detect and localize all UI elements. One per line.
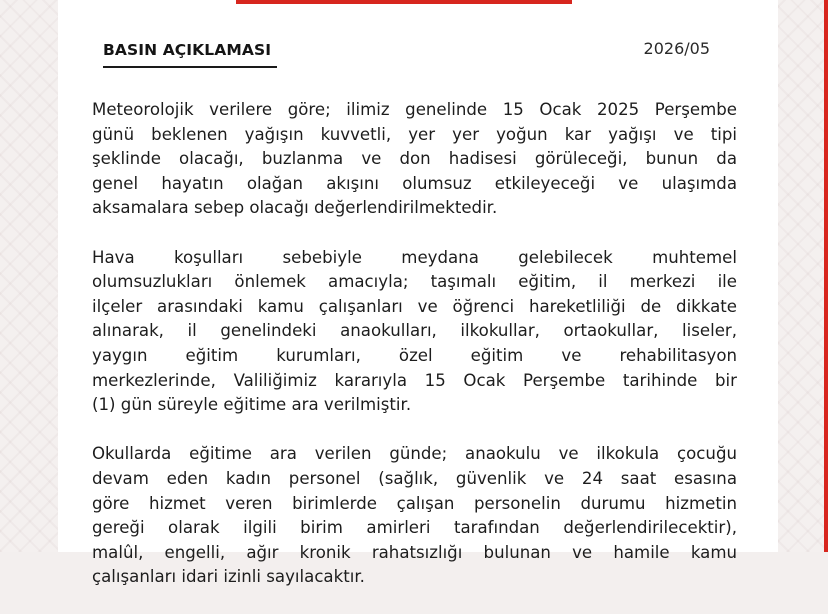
paragraph-line: günü beklenen yağışın kuvvetli, yer yer yoğun kar yağışı ve tipi <box>92 124 737 144</box>
paragraph-line: merkezlerinde, Valiliğimiz kararıyla 15 Ocak Perşembe tarihinde bir <box>92 370 737 390</box>
paragraph-line: genel hayatın olağan akışını olumsuz etkileyeceği ve ulaşımda <box>92 173 737 193</box>
title-underline <box>103 66 277 68</box>
paragraph-line: Hava koşulları sebebiyle meydana gelebilecek muhtemel <box>92 247 737 267</box>
paragraph-line: devam eden kadın personel (sağlık, güvenlik ve 24 saat esasına <box>92 468 737 488</box>
document-title: BASIN AÇIKLAMASI <box>103 41 272 59</box>
right-red-accent <box>824 0 828 552</box>
paragraph-line: gereği olarak ilgili birim amirleri tarafından değerlendirilecektir), <box>92 518 737 538</box>
paragraph-line: göre hizmet veren birimlerde çalışan personelin durumu hizmetin <box>92 493 737 513</box>
left-background-pattern <box>0 0 60 552</box>
header-red-bar <box>236 0 572 4</box>
document-date: 2026/05 <box>643 39 710 58</box>
paragraph-line: Meteorolojik verilere göre; ilimiz genelinde 15 Ocak 2025 Perşembe <box>92 100 737 119</box>
paragraph-line: çalışanları idari izinli sayılacaktır. <box>92 567 365 587</box>
paragraph-line: malûl, engelli, ağır kronik rahatsızlığı bulunan ve hamile kamu <box>92 542 737 562</box>
paragraph-3 <box>92 442 737 590</box>
paragraph-line: ilçeler arasındaki kamu çalışanları ve öğrenci hareketliliği de dikkate <box>92 296 737 316</box>
document-body <box>92 98 737 614</box>
paragraph-line: şeklinde olacağı, buzlanma ve don hadisesi görüleceği, bunun da <box>92 149 737 169</box>
paragraph-line: alınarak, il genelindeki anaokulları, ilkokullar, ortaokullar, liseler, <box>92 321 737 341</box>
paragraph-2 <box>92 246 737 418</box>
paragraph-line: yaygın eğitim kurumları, özel eğitim ve rehabilitasyon <box>92 345 737 365</box>
paragraph-1 <box>92 98 737 221</box>
paragraph-line: olumsuzlukları önlemek amacıyla; taşımalı eğitim, il merkezi ile <box>92 272 737 292</box>
paragraph-line: aksamalara sebep olacağı değerlendirilmektedir. <box>92 198 498 218</box>
paragraph-line: (1) gün süreyle eğitime ara verilmiştir. <box>92 395 412 415</box>
paragraph-line: Okullarda eğitime ara verilen günde; anaokulu ve ilkokula çocuğu <box>92 444 737 464</box>
